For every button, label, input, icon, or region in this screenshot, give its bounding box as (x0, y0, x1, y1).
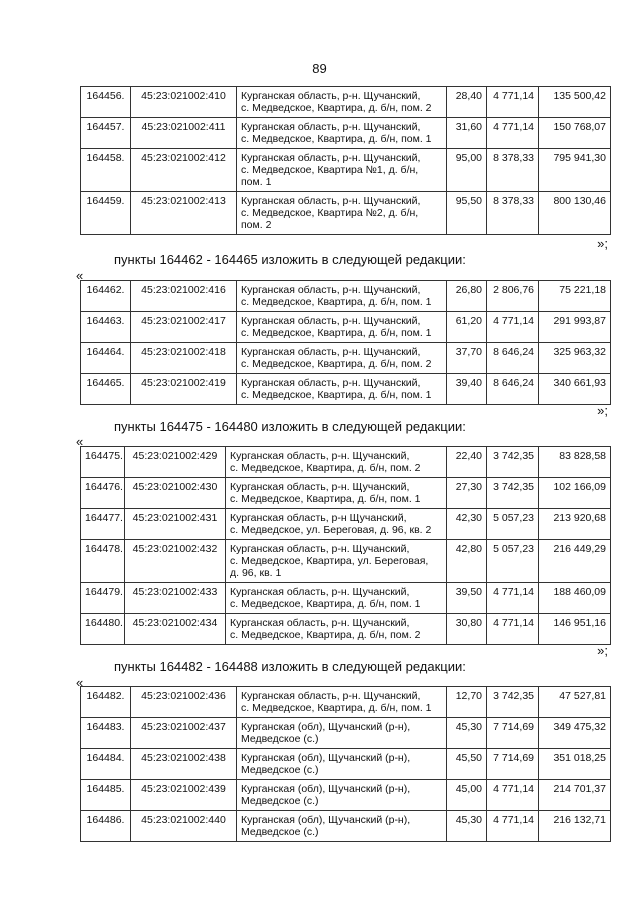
table-row (81, 149, 611, 192)
address: Курганская область, р-н. Щучанский, с. Медведское, Квартира, д. б/н, пом. 1 (237, 687, 447, 718)
unit-price: 4 771,14 (487, 780, 539, 811)
address: Курганская (обл), Щучанский (р-н), Медведское (с.) (237, 718, 447, 749)
unit-price: 4 771,14 (487, 312, 539, 343)
unit-price: 4 771,14 (487, 87, 539, 118)
cadastral-number: 45:23:021002:410 (131, 87, 237, 118)
total-value: 795 941,30 (539, 149, 611, 192)
address: Курганская область, р-н. Щучанский, с. Медведское, Квартира, д. б/н, пом. 2 (237, 87, 447, 118)
area: 28,40 (447, 87, 487, 118)
total-value: 291 993,87 (539, 312, 611, 343)
closing-quote: »; (597, 403, 608, 418)
unit-price: 3 742,35 (487, 447, 539, 478)
area: 45,30 (447, 811, 487, 842)
table-row (81, 374, 611, 405)
address: Курганская область, р-н. Щучанский, с. Медведское, Квартира, д. б/н, пом. 2 (237, 343, 447, 374)
unit-price: 4 771,14 (487, 614, 539, 645)
row-number: 164478. (81, 540, 125, 583)
address: Курганская область, р-н Щучанский, с. Медведское, ул. Береговая, д. 96, кв. 2 (226, 509, 447, 540)
unit-price: 4 771,14 (487, 811, 539, 842)
table-row (81, 281, 611, 312)
total-value: 75 221,18 (539, 281, 611, 312)
unit-price: 4 771,14 (487, 583, 539, 614)
row-number: 164463. (81, 312, 131, 343)
area: 61,20 (447, 312, 487, 343)
cadastral-number: 45:23:021002:434 (125, 614, 226, 645)
total-value: 188 460,09 (539, 583, 611, 614)
opening-quote: « (76, 434, 84, 449)
address: Курганская область, р-н. Щучанский, с. Медведское, Квартира, д. б/н, пом. 2 (226, 614, 447, 645)
area: 37,70 (447, 343, 487, 374)
table-row (81, 811, 611, 842)
row-number: 164457. (81, 118, 131, 149)
row-number: 164477. (81, 509, 125, 540)
unit-price: 8 378,33 (487, 149, 539, 192)
address: Курганская область, р-н. Щучанский, с. Медведское, Квартира №2, д. б/н, пом. 2 (237, 192, 447, 235)
cadastral-number: 45:23:021002:413 (131, 192, 237, 235)
amendment-instruction: пункты 164482 - 164488 изложить в следующей редакции: (114, 659, 466, 674)
area: 27,30 (447, 478, 487, 509)
address: Курганская область, р-н. Щучанский, с. Медведское, Квартира, д. б/н, пом. 1 (237, 281, 447, 312)
row-number: 164483. (81, 718, 131, 749)
area: 95,50 (447, 192, 487, 235)
address: Курганская (обл), Щучанский (р-н), Медведское (с.) (237, 749, 447, 780)
cadastral-number: 45:23:021002:433 (125, 583, 226, 614)
area: 26,80 (447, 281, 487, 312)
total-value: 83 828,58 (539, 447, 611, 478)
total-value: 216 449,29 (539, 540, 611, 583)
area: 45,30 (447, 718, 487, 749)
amendment-instruction: пункты 164462 - 164465 изложить в следующей редакции: (114, 252, 466, 267)
row-number: 164486. (81, 811, 131, 842)
cadastral-number: 45:23:021002:431 (125, 509, 226, 540)
area: 42,30 (447, 509, 487, 540)
table-row (81, 312, 611, 343)
table-row (81, 478, 611, 509)
total-value: 349 475,32 (539, 718, 611, 749)
row-number: 164479. (81, 583, 125, 614)
table-row (81, 780, 611, 811)
total-value: 351 018,25 (539, 749, 611, 780)
table-row (81, 343, 611, 374)
address: Курганская область, р-н. Щучанский, с. Медведское, Квартира, ул. Береговая, д. 96, кв. 1 (226, 540, 447, 583)
closing-quote: »; (597, 236, 608, 251)
table-row (81, 718, 611, 749)
cadastral-number: 45:23:021002:437 (131, 718, 237, 749)
unit-price: 7 714,69 (487, 749, 539, 780)
row-number: 164475. (81, 447, 125, 478)
total-value: 146 951,16 (539, 614, 611, 645)
cadastral-number: 45:23:021002:438 (131, 749, 237, 780)
unit-price: 3 742,35 (487, 478, 539, 509)
total-value: 135 500,42 (539, 87, 611, 118)
property-table (80, 446, 611, 645)
table-row (81, 614, 611, 645)
cadastral-number: 45:23:021002:411 (131, 118, 237, 149)
unit-price: 4 771,14 (487, 118, 539, 149)
total-value: 340 661,93 (539, 374, 611, 405)
address: Курганская (обл), Щучанский (р-н), Медведское (с.) (237, 811, 447, 842)
row-number: 164456. (81, 87, 131, 118)
total-value: 216 132,71 (539, 811, 611, 842)
area: 22,40 (447, 447, 487, 478)
unit-price: 5 057,23 (487, 509, 539, 540)
property-table (80, 686, 611, 842)
table-row (81, 749, 611, 780)
total-value: 102 166,09 (539, 478, 611, 509)
page-number: 89 (312, 61, 327, 76)
area: 30,80 (447, 614, 487, 645)
amendment-instruction: пункты 164475 - 164480 изложить в следующей редакции: (114, 419, 466, 434)
address: Курганская область, р-н. Щучанский, с. Медведское, Квартира, д. б/н, пом. 2 (226, 447, 447, 478)
unit-price: 5 057,23 (487, 540, 539, 583)
area: 95,00 (447, 149, 487, 192)
area: 39,40 (447, 374, 487, 405)
cadastral-number: 45:23:021002:440 (131, 811, 237, 842)
area: 42,80 (447, 540, 487, 583)
area: 31,60 (447, 118, 487, 149)
table-row (81, 447, 611, 478)
unit-price: 2 806,76 (487, 281, 539, 312)
cadastral-number: 45:23:021002:429 (125, 447, 226, 478)
total-value: 214 701,37 (539, 780, 611, 811)
table-row (81, 118, 611, 149)
address: Курганская (обл), Щучанский (р-н), Медведское (с.) (237, 780, 447, 811)
cadastral-number: 45:23:021002:412 (131, 149, 237, 192)
address: Курганская область, р-н. Щучанский, с. Медведское, Квартира №1, д. б/н, пом. 1 (237, 149, 447, 192)
address: Курганская область, р-н. Щучанский, с. Медведское, Квартира, д. б/н, пом. 1 (226, 478, 447, 509)
address: Курганская область, р-н. Щучанский, с. Медведское, Квартира, д. б/н, пом. 1 (237, 374, 447, 405)
unit-price: 7 714,69 (487, 718, 539, 749)
table-row (81, 192, 611, 235)
row-number: 164480. (81, 614, 125, 645)
row-number: 164459. (81, 192, 131, 235)
total-value: 213 920,68 (539, 509, 611, 540)
unit-price: 8 378,33 (487, 192, 539, 235)
table-row (81, 687, 611, 718)
row-number: 164465. (81, 374, 131, 405)
cadastral-number: 45:23:021002:439 (131, 780, 237, 811)
table-row (81, 583, 611, 614)
cadastral-number: 45:23:021002:432 (125, 540, 226, 583)
table-row (81, 87, 611, 118)
cadastral-number: 45:23:021002:436 (131, 687, 237, 718)
cadastral-number: 45:23:021002:416 (131, 281, 237, 312)
area: 45,50 (447, 749, 487, 780)
property-table (80, 86, 611, 235)
total-value: 47 527,81 (539, 687, 611, 718)
cadastral-number: 45:23:021002:418 (131, 343, 237, 374)
row-number: 164485. (81, 780, 131, 811)
row-number: 164462. (81, 281, 131, 312)
property-table (80, 280, 611, 405)
area: 39,50 (447, 583, 487, 614)
unit-price: 8 646,24 (487, 343, 539, 374)
total-value: 800 130,46 (539, 192, 611, 235)
address: Курганская область, р-н. Щучанский, с. Медведское, Квартира, д. б/н, пом. 1 (237, 312, 447, 343)
cadastral-number: 45:23:021002:419 (131, 374, 237, 405)
cadastral-number: 45:23:021002:430 (125, 478, 226, 509)
closing-quote: »; (597, 643, 608, 658)
address: Курганская область, р-н. Щучанский, с. Медведское, Квартира, д. б/н, пом. 1 (237, 118, 447, 149)
area: 12,70 (447, 687, 487, 718)
area: 45,00 (447, 780, 487, 811)
address: Курганская область, р-н. Щучанский, с. Медведское, Квартира, д. б/н, пом. 1 (226, 583, 447, 614)
table-row (81, 540, 611, 583)
opening-quote: « (76, 268, 84, 283)
total-value: 150 768,07 (539, 118, 611, 149)
unit-price: 3 742,35 (487, 687, 539, 718)
row-number: 164482. (81, 687, 131, 718)
total-value: 325 963,32 (539, 343, 611, 374)
table-row (81, 509, 611, 540)
row-number: 164464. (81, 343, 131, 374)
unit-price: 8 646,24 (487, 374, 539, 405)
row-number: 164484. (81, 749, 131, 780)
row-number: 164458. (81, 149, 131, 192)
opening-quote: « (76, 675, 84, 690)
row-number: 164476. (81, 478, 125, 509)
cadastral-number: 45:23:021002:417 (131, 312, 237, 343)
